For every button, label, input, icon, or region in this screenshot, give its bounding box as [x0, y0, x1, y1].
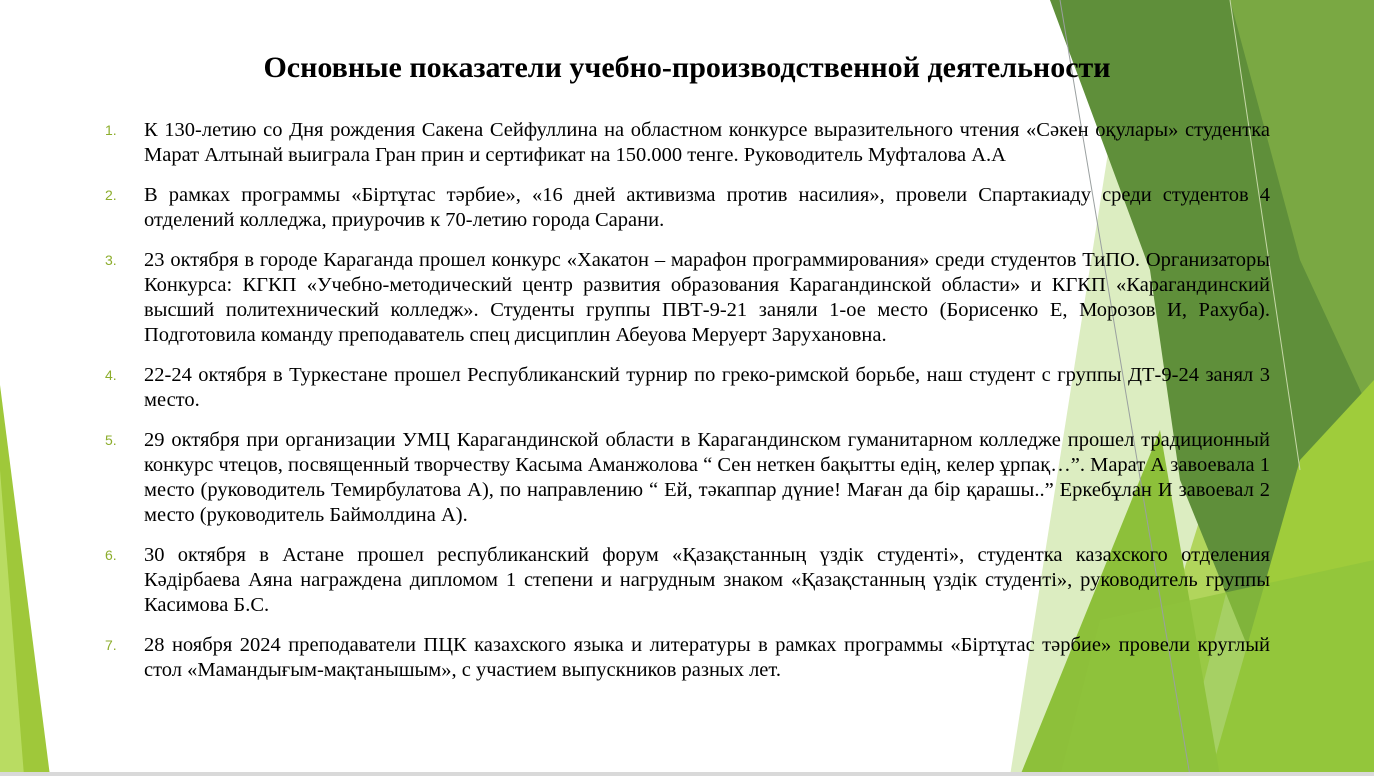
list-item-text: К 130-летию со Дня рождения Сакена Сейфуллина на областном конкурсе выразительного чтения «Сәкен оқулары» студентка Марат Алтынай выиграла Гран прин и сертификат на 150.000 тенге. Руководитель Муфталова А.А — [144, 119, 1270, 166]
list-item-number: 1. — [105, 122, 117, 138]
list-item-text: 22-24 октября в Туркестане прошел Республиканский турнир по греко-римской борьбе, наш студент с группы ДТ-9-24 занял 3 место. — [144, 364, 1270, 411]
list-item — [100, 183, 1270, 233]
list-item-number: 2. — [105, 187, 117, 203]
slide-bottom-border — [0, 772, 1374, 776]
list-item — [100, 118, 1270, 168]
list-item — [100, 428, 1270, 528]
list-item-text: В рамках программы «Біртұтас тәрбие», «16 дней активизма против насилия», провели Спартакиаду среди студентов 4 отделений колледжа, приурочив к 70-летию города Сарани. — [144, 184, 1270, 231]
list-item-text: 28 ноября 2024 преподаватели ПЦК казахского языка и литературы в рамках программы «Біртұтас тәрбие» провели круглый стол «Мамандығым-мақтанышым», с участием выпускников разных лет. — [144, 634, 1270, 681]
list-item-number: 5. — [105, 432, 117, 448]
list-item-number: 3. — [105, 252, 117, 268]
list-item — [100, 633, 1270, 683]
slide-title: Основные показатели учебно-производственной деятельности — [263, 51, 1111, 84]
list-item — [100, 543, 1270, 618]
list-item-number: 4. — [105, 367, 117, 383]
list-item-number: 6. — [105, 547, 117, 563]
list-item-number: 7. — [105, 637, 117, 653]
list-item-text: 23 октября в городе Караганда прошел конкурс «Хакатон – марафон программирования» среди студентов ТиПО. Организаторы Конкурса: КГКП «Учебно-методический центр развития образования Карагандинской области» и КГКП «Карагандинский высший политехнический колледж». Студенты группы ПВТ-9-21 заняли 1-ое место (Борисенко Е, Морозов И, Рахуба). Подготовила команду преподаватель спец дисциплин Абеуова Меруерт Зарухановна. — [144, 249, 1270, 346]
list-item-text: 29 октября при организации УМЦ Карагандинской области в Карагандинском гуманитарном колледже прошел традиционный конкурс чтецов, посвященный творчеству Касыма Аманжолова “ Сен неткен бақытты едің, келер ұрпақ…”. Марат А завоевала 1 место (руководитель Темирбулатова А), по направлению “ Ей, тәкаппар дүние! Маған да бір қарашы..” Еркебұлан И завоевал 2 место (руководитель Баймолдина А). — [144, 429, 1270, 526]
achievements-list — [100, 118, 1270, 698]
list-item — [100, 248, 1270, 348]
list-item-text: 30 октября в Астане прошел республиканский форум «Қазақстанның үздік студенті», студентка казахского отделения Кәдірбаева Аяна награждена дипломом 1 степени и нагрудным знаком «Қазақстанның үздік студенті», руководитель группы Касимова Б.С. — [144, 544, 1270, 616]
list-item — [100, 363, 1270, 413]
